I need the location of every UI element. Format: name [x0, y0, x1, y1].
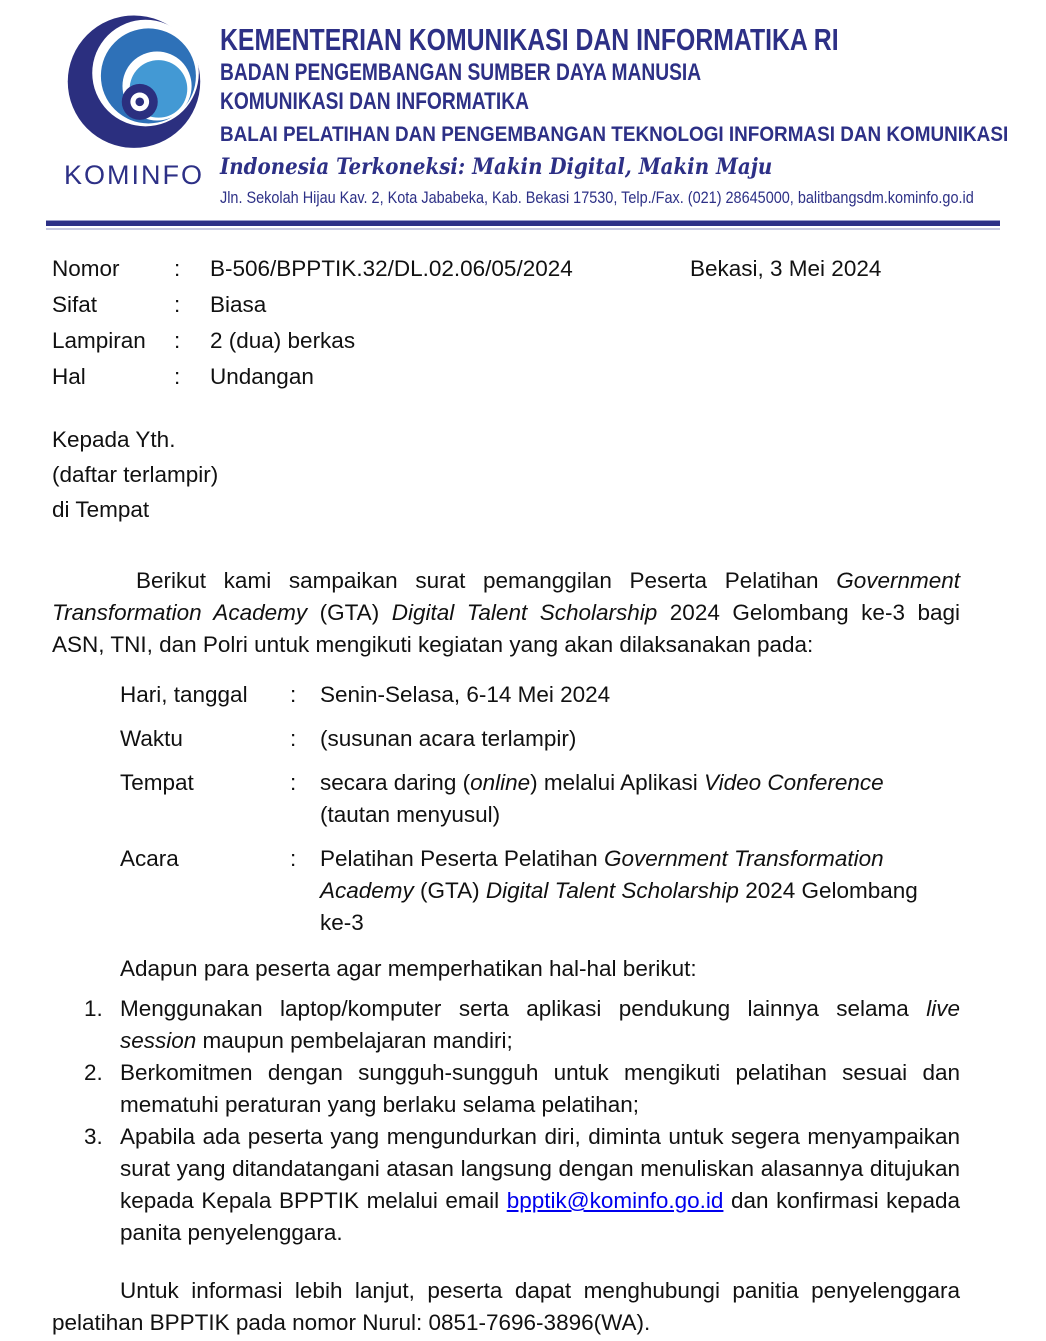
schedule-value — [320, 843, 948, 939]
text-run: Senin-Selasa, 6-14 Mei 2024 — [320, 682, 611, 707]
text-run: 2024 Gelombang ke-3 — [320, 878, 918, 935]
tagline: Indonesia Terkoneksi: Makin Digital, Makin Maju — [220, 154, 773, 180]
text-run: Menggunakan laptop/komputer serta aplikasi pendukung lainnya selama — [120, 996, 927, 1021]
schedule-colon: : — [290, 682, 297, 707]
logo-wordmark: KOMINFO — [64, 160, 204, 190]
italic-text: Digital Talent Scholarship — [485, 878, 739, 903]
city-date: Bekasi, 3 Mei 2024 — [690, 256, 882, 281]
schedule-label: Waktu — [120, 726, 183, 751]
logo-block — [58, 14, 210, 191]
recipient-block — [52, 422, 960, 527]
schedule-value — [320, 679, 610, 711]
italic-text: live session — [120, 996, 960, 1053]
italic-text: Digital Talent Scholarship — [391, 600, 658, 625]
schedule-row-date — [120, 679, 960, 711]
text-run: (GTA) — [307, 600, 392, 625]
schedule-label: Acara — [120, 846, 179, 871]
text-run: 2024 Gelombang ke-3 bagi ASN, TNI, dan Polri untuk mengikuti kegiatan yang akan dilaksanakan pada: — [52, 600, 960, 657]
meta-label: Lampiran — [52, 328, 146, 353]
address-line: Jln. Sekolah Hijau Kav. 2, Kota Jababeka, Kab. Bekasi 17530, Telp./Fax. (021) 28645000, balitbangsdm.kominfo.go.id — [220, 188, 974, 207]
note-item-1 — [120, 993, 960, 1057]
meta-row-hal — [52, 364, 960, 390]
ministry-name: KEMENTERIAN KOMUNIKASI DAN INFORMATIKA RI — [220, 22, 839, 57]
italic-text: Video Conference — [703, 770, 884, 795]
subject: Undangan — [210, 364, 314, 389]
meta-colon: : — [174, 364, 181, 389]
meta-colon: : — [174, 256, 181, 281]
recipient-line: di Tempat — [52, 497, 150, 522]
note-item-2 — [120, 1057, 960, 1121]
meta-label: Sifat — [52, 292, 98, 317]
text-run: secara daring ( — [320, 770, 471, 795]
meta-colon: : — [174, 292, 181, 317]
closing-paragraph — [52, 1275, 960, 1339]
divider-thick-line — [46, 220, 1000, 226]
kominfo-logo-icon — [62, 14, 206, 158]
agency-name-line1: BADAN PENGEMBANGAN SUMBER DAYA MANUSIA — [220, 59, 702, 86]
text-run: dan konfirmasi kepada panita penyelenggara. — [120, 1188, 960, 1245]
text-run: Berkomitmen dengan sungguh-sungguh untuk mengikuti pelatihan sesuai dan mematuhi peraturan yang berlaku selama pelatihan; — [120, 1060, 960, 1117]
schedule-value — [320, 767, 884, 831]
text-run: (susunan acara terlampir) — [320, 726, 577, 751]
schedule-row-event — [120, 843, 960, 939]
recipient-line: Kepada Yth. — [52, 427, 176, 452]
text-run: Berikut kami sampaikan surat pemanggilan Peserta Pelatihan — [136, 568, 837, 593]
meta-label: Nomor — [52, 256, 120, 281]
notes-list — [52, 993, 960, 1249]
schedule-label: Hari, tanggal — [120, 682, 248, 707]
text-run: (tautan menyusul) — [320, 802, 501, 827]
note-item-3 — [120, 1121, 960, 1249]
italic-text: online — [470, 770, 531, 795]
text-run: maupun pembelajaran mandiri; — [196, 1028, 513, 1053]
italic-text: Government Transformation Academy — [320, 846, 884, 903]
letterhead — [0, 0, 1046, 210]
schedule-value — [320, 723, 576, 755]
attachment-count: 2 (dua) berkas — [210, 328, 356, 353]
schedule-row-time — [120, 723, 960, 755]
letter-meta — [52, 256, 960, 390]
schedule-colon: : — [290, 770, 297, 795]
schedule-label: Tempat — [120, 770, 194, 795]
text-run: Apabila ada peserta yang mengundurkan diri, diminta untuk segera menyampaikan surat yang ditandatangani atasan langsung dengan menuliskan alasannya ditujukan kepada Kepala BPPTIK melalui email — [120, 1124, 960, 1213]
schedule-colon: : — [290, 726, 297, 751]
agency-name-line2: KOMUNIKASI DAN INFORMATIKA — [220, 88, 529, 115]
text-run: (GTA) — [413, 878, 486, 903]
text-run: Untuk informasi lebih lanjut, peserta dapat menghubungi panitia penyelenggara pelatihan BPPTIK pada nomor Nurul: 0851-7696-3896(WA). — [52, 1278, 960, 1335]
letter-body — [0, 230, 1046, 1339]
notes-intro: Adapun para peserta agar memperhatikan hal-hal berikut: — [120, 956, 697, 981]
recipient-line: (daftar terlampir) — [52, 462, 219, 487]
unit-name: BALAI PELATIHAN DAN PENGEMBANGAN TEKNOLOGI INFORMASI DAN KOMUNIKASI — [220, 123, 1009, 146]
letterhead-divider — [46, 220, 1000, 230]
text-run: ) melalui Aplikasi — [530, 770, 704, 795]
meta-row-lampiran — [52, 328, 960, 354]
letter-nature: Biasa — [210, 292, 267, 317]
meta-colon: : — [174, 328, 181, 353]
schedule-row-place — [120, 767, 960, 831]
email-link[interactable]: bpptik@kominfo.go.id — [506, 1188, 724, 1213]
italic-text: Government Transformation Academy — [52, 568, 960, 625]
opening-paragraph — [52, 565, 960, 661]
meta-row-sifat — [52, 292, 960, 318]
letterhead-text — [220, 14, 1046, 210]
letter-number: B-506/BPPTIK.32/DL.02.06/05/2024 — [210, 256, 573, 281]
text-run: Pelatihan Peserta Pelatihan — [320, 846, 604, 871]
meta-label: Hal — [52, 364, 86, 389]
schedule-colon: : — [290, 846, 297, 871]
schedule-table — [120, 679, 960, 939]
